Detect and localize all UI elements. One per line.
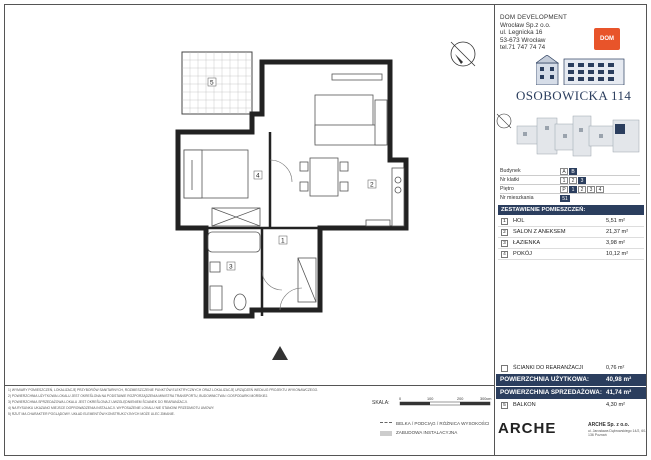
room-number: 3 [501, 240, 508, 247]
scale-label: SKALA: [372, 400, 390, 406]
room-number: 4 [501, 251, 508, 258]
room-name: SALON Z ANEKSEM [513, 229, 566, 235]
room-number: 1 [501, 218, 508, 225]
attribute-option-selected: B [569, 168, 577, 175]
room-row [498, 227, 644, 238]
rooms-header: ZESTAWIENIE POMIESZCZEŃ: [498, 205, 644, 215]
total-value: 41,74 m² [606, 389, 632, 396]
plan-label-room: 4 [256, 172, 260, 180]
room-area: 10,12 m² [606, 251, 629, 257]
legend-swatch [380, 431, 392, 436]
attribute-unit-number [500, 194, 640, 203]
attribute-option: 4 [596, 186, 604, 193]
plan-label-bathroom: 3 [229, 263, 233, 271]
room-area: 3,98 m² [606, 240, 625, 246]
room-area: 5,51 m² [606, 218, 625, 224]
notes-divider [4, 385, 494, 386]
plan-label-balcony: 5 [210, 79, 214, 87]
room-row [498, 249, 644, 260]
attribute-label: Nr klatki [500, 177, 520, 183]
developer-line: DOM DEVELOPMENT [500, 14, 568, 21]
scale-bar [372, 395, 494, 411]
partition-row [498, 363, 644, 374]
panel-divider [494, 4, 495, 456]
notes [8, 388, 370, 418]
scale-tick: 0 [399, 397, 402, 401]
room-row [498, 238, 644, 249]
plan-label-living: 2 [370, 181, 374, 189]
attribute-option-selected: 3 [578, 177, 586, 184]
developer-line: tel.71 747 74 74 [500, 44, 546, 52]
note: 2) POWIERZCHNIA UŻYTKOWA LOKALU JEST OKREŚLONA NA PODSTAWIE ROZPORZĄDZENIA MINISTRA TRANSPORTU, BUDOWNICTWA I GOSPODARKI MORSKIEJ. [8, 394, 269, 399]
key-plan [515, 112, 643, 162]
project-title: OSOBOWICKA 114 [516, 88, 632, 103]
legend-item [380, 429, 489, 438]
note: 1) WYMIARY POMIESZCZEŃ, LOKALIZACJĘ PRZYBORÓW SANITARNYCH, ROZMIESZCZENIE PUNKTÓW ELEKTRYCZNYCH ORAZ LOKALIZACJĘ URZĄDZEŃ WEDŁUG PROJEKTU WYKONAWCZEGO. [8, 388, 319, 392]
compass-icon [445, 36, 481, 72]
attribute-building [500, 167, 640, 176]
room-name: BALKON [513, 402, 536, 408]
room-number: 5 [501, 402, 508, 409]
north-arrow-icon [493, 110, 515, 132]
partition-swatch [501, 365, 508, 372]
architect-address: ul. Jarosława Dąbrowskiego 14/2, 60-136 Poznań [588, 429, 647, 437]
attribute-option: 3 [587, 186, 595, 193]
room-name: ŁAZIENKA [513, 240, 541, 246]
sales-area-total [496, 387, 646, 399]
room-number: 2 [501, 229, 508, 236]
usable-area-total [496, 374, 646, 386]
legend [380, 420, 489, 438]
attribute-option: A [560, 168, 568, 175]
developer-info [500, 14, 567, 52]
scale-tick: 200 [457, 397, 464, 401]
architect-company: ARCHE Sp. z o.o. [588, 422, 630, 428]
room-area: 21,37 m² [606, 229, 629, 235]
scale-tick: 300cm [480, 397, 492, 401]
attribute-option: 2 [578, 186, 586, 193]
note: 5) RZUT MA CHARAKTER POGLĄDOWY. UKŁAD ELEMENTÓW KONSTRUKCYJNYCH MOŻE ULEC ZMIANIE. [8, 412, 175, 417]
attribute-option: P [560, 186, 568, 193]
legend-label: ZABUDOWA INSTALACYJNA [396, 430, 458, 435]
attribute-option: 2 [569, 177, 577, 184]
room-row [498, 216, 644, 227]
scale-tick: 100 [427, 397, 434, 401]
partition-name: ŚCIANKI DO REARANŻACJI [513, 365, 584, 371]
developer-line: ul. Legnicka 16 [500, 29, 543, 37]
total-value: 40,98 m² [606, 376, 632, 383]
attribute-label: Budynek [500, 168, 521, 174]
attribute-stair [500, 176, 640, 185]
attribute-option-selected: 1 [569, 186, 577, 193]
total-label: POWIERZCHNIA UŻYTKOWA: [500, 376, 589, 383]
building-illustration [536, 55, 626, 85]
balcony-area [182, 52, 252, 114]
room-name: POKÓJ [513, 251, 532, 257]
attribute-floor [500, 185, 640, 194]
legend-item [380, 420, 489, 429]
developer-line: Wrocław Sp.z o.o. [500, 21, 551, 29]
room-area: 4,30 m² [606, 402, 625, 408]
dom-logo: DOM [594, 28, 620, 50]
legend-swatch [380, 422, 392, 427]
architect-wordmark: ARCHE [498, 420, 557, 437]
attribute-option-selected: 51 [560, 195, 570, 202]
room-name: HOL [513, 218, 525, 224]
floor-plan [170, 40, 410, 370]
note: 4) NA RYSUNKU UKAZANO MIEJSCE DOPROWADZENIA INSTALACJI. WYPOSAŻENIE LOKALU NIE STANOWI PRZEDMIOTU UMOWY. [8, 406, 215, 411]
balcony-row [498, 400, 644, 411]
plan-label-hall: 1 [281, 237, 285, 245]
attribute-label: Piętro [500, 186, 514, 192]
attribute-label: Nr mieszkania [500, 195, 534, 201]
developer-line: 53-673 Wrocław [500, 36, 546, 44]
note: 3) POWIERZCHNIA SPRZEDAŻOWA LOKALU JEST OKREŚLONA Z UWZGLĘDNIENIEM ŚCIANEK DO REARANŻACJI. [8, 400, 188, 405]
attribute-option: 1 [560, 177, 568, 184]
total-label: POWIERZCHNIA SPRZEDAŻOWA: [500, 389, 602, 396]
partition-area: 0,76 m² [606, 365, 625, 371]
legend-label: BELKA / PODCIĄG / RÓŻNICA WYSOKOŚCI [396, 421, 490, 426]
unit-attributes [500, 167, 640, 203]
